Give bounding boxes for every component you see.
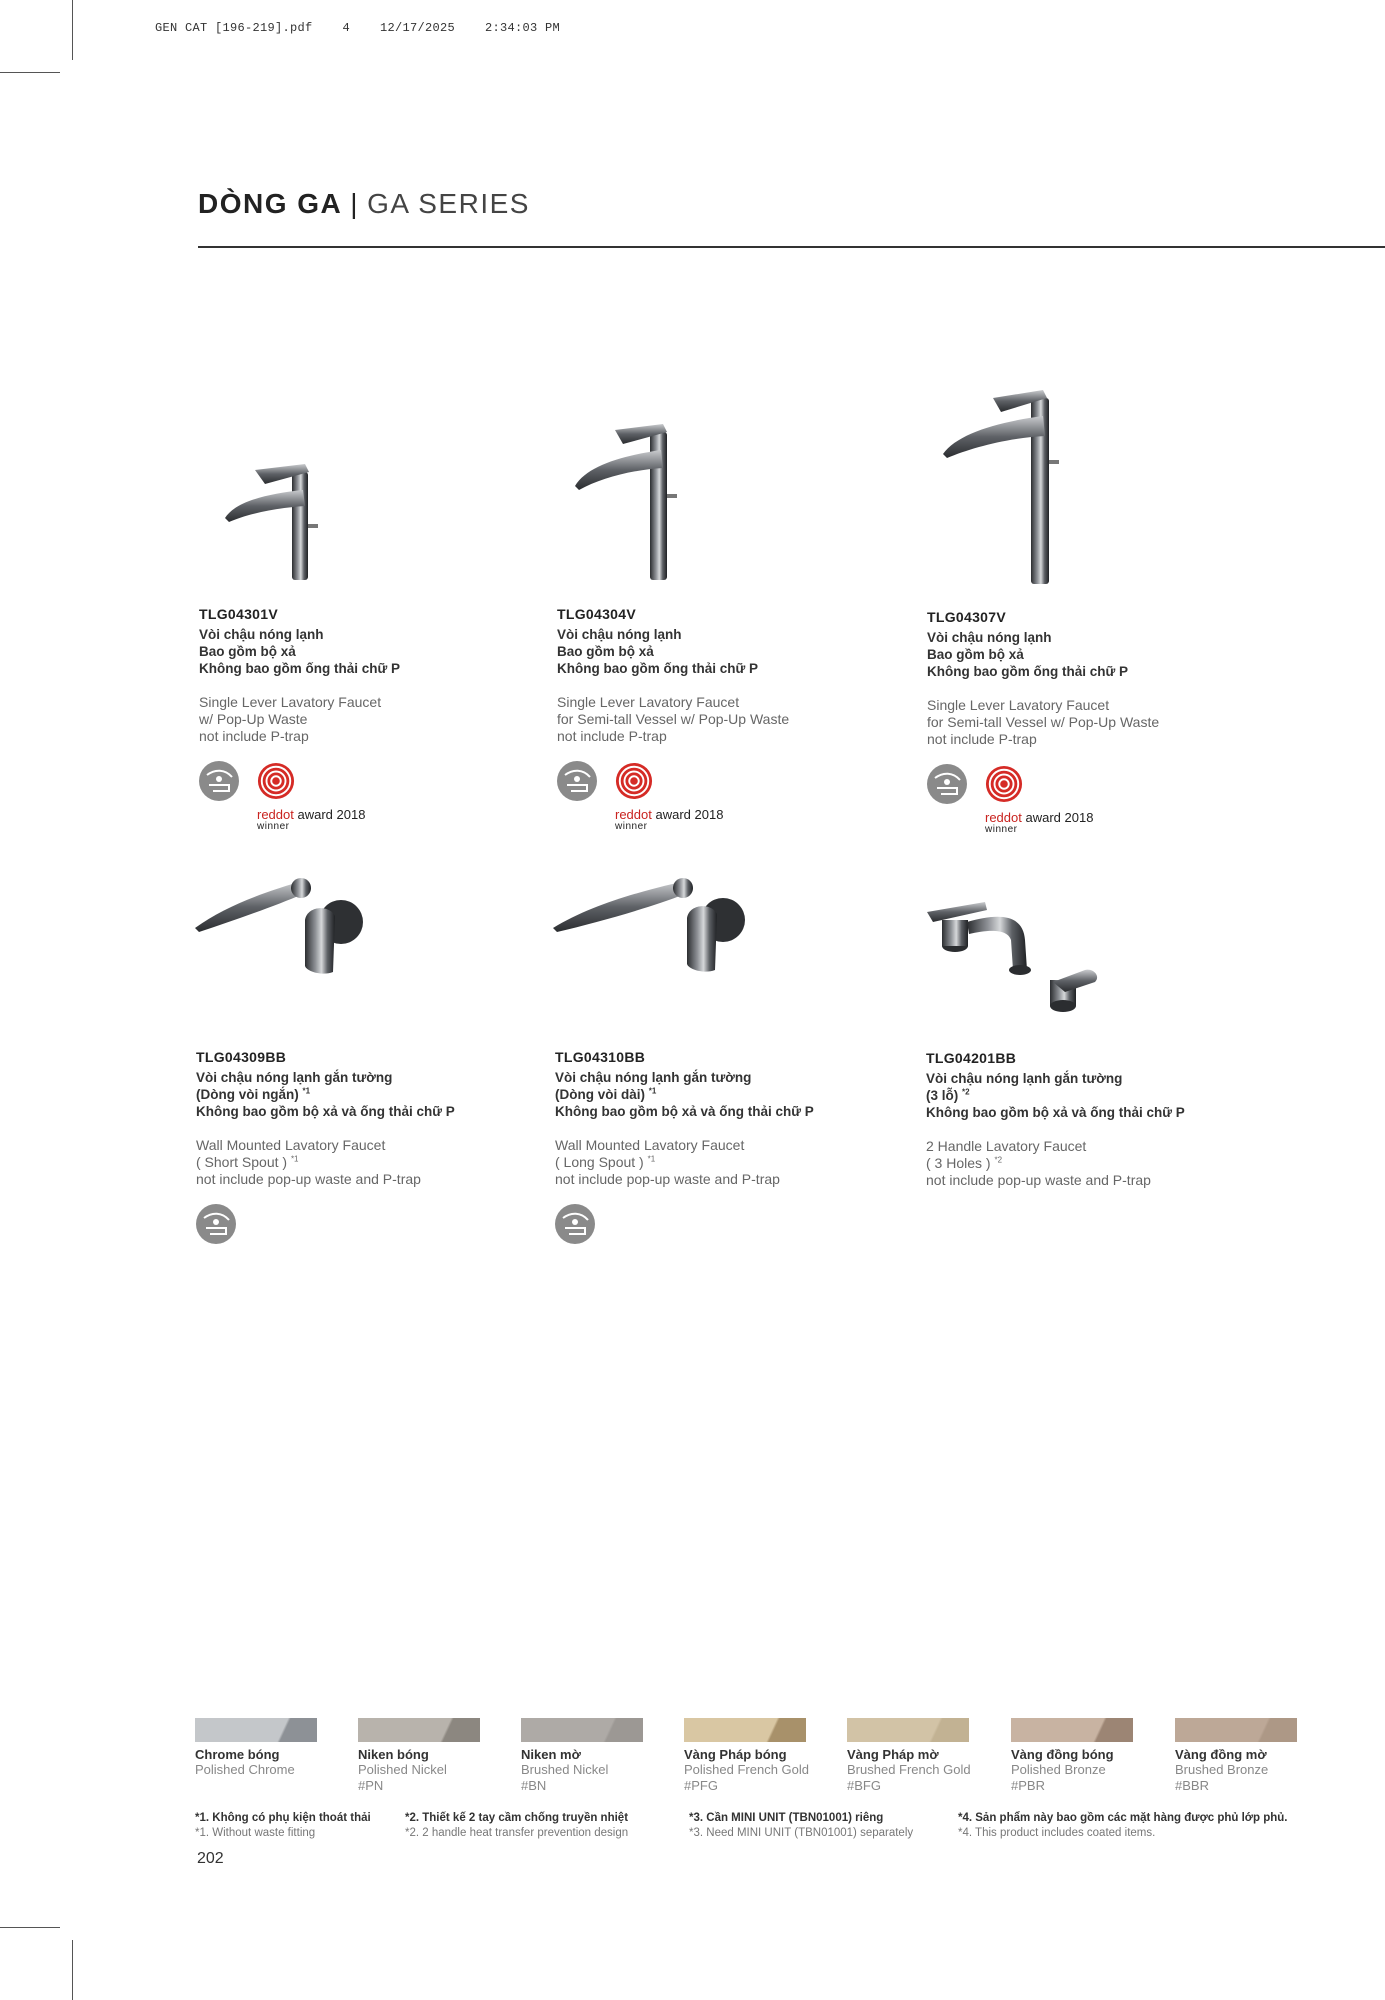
- footnote: [689, 1811, 913, 1841]
- product-exclusion-en: not include pop-up waste and P-trap: [926, 1172, 1151, 1188]
- award-dot: dot: [275, 807, 294, 822]
- reddot-logo-icon: [985, 765, 1023, 803]
- award-text: award 2018: [651, 807, 724, 822]
- product-card: [926, 1050, 1276, 1189]
- badge-row: [927, 764, 1267, 804]
- award-winner: winner: [257, 821, 290, 832]
- crop-mark: [72, 1940, 73, 2000]
- product-name-en: Single Lever Lavatory Faucet: [927, 697, 1110, 713]
- product-feature-vn: Bao gồm bộ xả: [927, 647, 1024, 662]
- footnote-vn: *4. Sản phẩm này bao gồm các mặt hàng được phủ lớp phủ.: [958, 1812, 1288, 1824]
- footnote-ref: *1: [648, 1086, 657, 1096]
- finish-code: #BN: [521, 1778, 547, 1793]
- award-label: [985, 812, 1267, 836]
- product-feature-en-text: ( Long Spout ): [555, 1154, 644, 1170]
- badge-row: [196, 1204, 546, 1244]
- title-rule: [198, 246, 1385, 248]
- footnote: [405, 1811, 628, 1841]
- product-feature-en: w/ Pop-Up Waste: [199, 711, 308, 727]
- footnote-vn: *3. Cần MINI UNIT (TBN01001) riêng: [689, 1812, 884, 1824]
- product-feature-en: for Semi-tall Vessel w/ Pop-Up Waste: [927, 714, 1160, 730]
- footnote-vn: *1. Không có phụ kiện thoát thải: [195, 1812, 371, 1824]
- finish-name-vn: Vàng đồng mờ: [1175, 1747, 1267, 1762]
- award-red: red: [985, 810, 1004, 825]
- crop-mark: [72, 0, 73, 60]
- finish-name-en: Brushed French Gold: [847, 1762, 971, 1777]
- footnote-en: *4. This product includes coated items.: [958, 1827, 1156, 1839]
- footnote-ref: *1: [290, 1154, 299, 1164]
- finish-code: #PN: [358, 1778, 384, 1793]
- finish-color-bar: [847, 1718, 969, 1742]
- product-feature-vn-text: (Dòng vòi ngắn): [196, 1087, 299, 1102]
- product-feature-vn-text: (Dòng vòi dài): [555, 1087, 645, 1102]
- award-dot: dot: [1003, 810, 1022, 825]
- product-card: [196, 1049, 546, 1244]
- product-feature-vn: [196, 1086, 546, 1103]
- product-exclusion-en: not include pop-up waste and P-trap: [196, 1171, 421, 1187]
- finish-name-vn: Vàng Pháp bóng: [684, 1747, 787, 1762]
- title-en: GA SERIES: [367, 188, 530, 219]
- water-saving-icon: [199, 761, 239, 801]
- product-name-en: Wall Mounted Lavatory Faucet: [196, 1137, 386, 1153]
- product-exclusion-vn: Không bao gồm bộ xả và ống thải chữ P: [555, 1104, 814, 1119]
- footnote-en: *2. 2 handle heat transfer prevention design: [405, 1827, 629, 1839]
- crop-mark: [0, 1927, 60, 1928]
- finish-color-bar: [684, 1718, 806, 1742]
- award-label: [257, 809, 539, 833]
- finish-swatch: [1175, 1718, 1297, 1794]
- finish-swatch: [195, 1718, 317, 1778]
- product-exclusion-vn: Không bao gồm ống thải chữ P: [927, 664, 1129, 679]
- product-description-en: [555, 1137, 905, 1188]
- finish-name-vn: Niken bóng: [358, 1747, 429, 1762]
- product-exclusion-en: not include P-trap: [557, 728, 667, 744]
- faucet-image-tlg04301v: [225, 462, 335, 582]
- footnote-ref: *1: [302, 1086, 311, 1096]
- product-feature-vn: Bao gồm bộ xả: [557, 644, 654, 659]
- product-description-en: [557, 694, 897, 745]
- footnote: [195, 1811, 371, 1841]
- title-vn: DÒNG GA: [198, 188, 343, 219]
- faucet-image-tlg04201bb: [925, 900, 1105, 1018]
- finish-color-bar: [195, 1718, 317, 1742]
- finish-name-vn: Vàng đồng bóng: [1011, 1747, 1114, 1762]
- faucet-image-tlg04309bb: [195, 876, 365, 981]
- product-card: [199, 606, 539, 833]
- product-description-en: [927, 697, 1267, 748]
- product-name-en: 2 Handle Lavatory Faucet: [926, 1138, 1087, 1154]
- product-name-en: Wall Mounted Lavatory Faucet: [555, 1137, 745, 1153]
- footnote-ref: *1: [647, 1154, 656, 1164]
- finish-swatch: [521, 1718, 643, 1794]
- footnote-en: *3. Need MINI UNIT (TBN01001) separately: [689, 1827, 914, 1839]
- finish-swatch: [1011, 1718, 1133, 1794]
- product-name-vn: Vòi chậu nóng lạnh gắn tường: [926, 1071, 1123, 1086]
- product-exclusion-vn: Không bao gồm bộ xả và ống thải chữ P: [926, 1105, 1185, 1120]
- award-winner: winner: [985, 824, 1018, 835]
- product-card: [555, 1049, 905, 1244]
- product-feature-en: [555, 1154, 905, 1171]
- reddot-logo-icon: [257, 762, 295, 800]
- product-card: [927, 609, 1267, 836]
- finish-name-vn: Vàng Pháp mờ: [847, 1747, 939, 1762]
- product-description-en: [196, 1137, 546, 1188]
- finish-name-en: Polished Nickel: [358, 1762, 447, 1777]
- badge-row: [557, 761, 897, 801]
- finish-code: #BBR: [1175, 1778, 1209, 1793]
- product-feature-vn: [926, 1087, 1276, 1104]
- product-feature-en-text: ( 3 Holes ): [926, 1155, 991, 1171]
- print-header: GEN CAT [196-219].pdf 4 12/17/2025 2:34:03 PM: [155, 21, 561, 35]
- finish-swatch: [358, 1718, 480, 1794]
- product-name-vn: Vòi chậu nóng lạnh gắn tường: [555, 1070, 752, 1085]
- award-red: red: [257, 807, 276, 822]
- finish-name-en: Brushed Nickel: [521, 1762, 609, 1777]
- product-feature-en-text: ( Short Spout ): [196, 1154, 288, 1170]
- product-description-en: [926, 1138, 1276, 1189]
- finish-color-bar: [358, 1718, 480, 1742]
- award-dot: dot: [633, 807, 652, 822]
- title-separator: |: [350, 188, 360, 219]
- product-name-vn: Vòi chậu nóng lạnh: [199, 627, 324, 642]
- finish-swatch: [684, 1718, 810, 1794]
- finish-name-vn: Niken mờ: [521, 1747, 581, 1762]
- product-name-vn: Vòi chậu nóng lạnh: [927, 630, 1052, 645]
- crop-mark: [0, 72, 60, 73]
- product-exclusion-en: not include P-trap: [927, 731, 1037, 747]
- award-text: award 2018: [1021, 810, 1094, 825]
- product-name-vn: Vòi chậu nóng lạnh: [557, 627, 682, 642]
- finish-swatch: [847, 1718, 969, 1794]
- product-code: TLG04309BB: [196, 1049, 287, 1065]
- finish-name-vn: Chrome bóng: [195, 1747, 280, 1762]
- product-exclusion-vn: Không bao gồm ống thải chữ P: [557, 661, 759, 676]
- product-card: [557, 606, 897, 833]
- product-name-en: Single Lever Lavatory Faucet: [199, 694, 382, 710]
- finish-code: #BFG: [847, 1778, 881, 1793]
- finish-name-en: Polished Bronze: [1011, 1762, 1106, 1777]
- award-red: red: [615, 807, 634, 822]
- product-exclusion-vn: Không bao gồm ống thải chữ P: [199, 661, 401, 676]
- product-code: TLG04310BB: [555, 1049, 646, 1065]
- footnote-vn: *2. Thiết kế 2 tay cầm chống truyền nhiệt: [405, 1812, 629, 1824]
- faucet-image-tlg04310bb: [553, 876, 748, 981]
- product-exclusion-en: not include pop-up waste and P-trap: [555, 1171, 780, 1187]
- water-saving-icon: [196, 1204, 236, 1244]
- product-code: TLG04201BB: [926, 1050, 1017, 1066]
- finish-code: #PFG: [684, 1778, 718, 1793]
- faucet-image-tlg04307v: [943, 388, 1073, 586]
- page-number: 202: [197, 1850, 224, 1867]
- footnote-ref: *2: [994, 1155, 1003, 1165]
- finish-color-bar: [1011, 1718, 1133, 1742]
- finish-color-bar: [1175, 1718, 1297, 1742]
- product-name-en: Single Lever Lavatory Faucet: [557, 694, 740, 710]
- water-saving-icon: [555, 1204, 595, 1244]
- award-text: award 2018: [293, 807, 366, 822]
- product-feature-en: [196, 1154, 546, 1171]
- award-winner: winner: [615, 821, 648, 832]
- badge-row: [199, 761, 539, 801]
- product-name-vn: Vòi chậu nóng lạnh gắn tường: [196, 1070, 393, 1085]
- faucet-image-tlg04304v: [575, 422, 695, 582]
- product-feature-vn-text: (3 lỗ): [926, 1088, 959, 1103]
- product-feature-en: for Semi-tall Vessel w/ Pop-Up Waste: [557, 711, 790, 727]
- page-title: [198, 188, 530, 220]
- product-feature-vn: Bao gồm bộ xả: [199, 644, 296, 659]
- water-saving-icon: [927, 764, 967, 804]
- footnote: [958, 1811, 1287, 1841]
- product-feature-vn: [555, 1086, 905, 1103]
- footnote-ref: *2: [962, 1087, 970, 1097]
- finish-code: #PBR: [1011, 1778, 1045, 1793]
- product-exclusion-vn: Không bao gồm bộ xả và ống thải chữ P: [196, 1104, 455, 1119]
- product-description-en: [199, 694, 539, 745]
- product-code: TLG04304V: [557, 606, 636, 622]
- footnote-en: *1. Without waste fitting: [195, 1827, 316, 1839]
- product-code: TLG04301V: [199, 606, 278, 622]
- finish-color-bar: [521, 1718, 643, 1742]
- finish-name-en: Polished French Gold: [684, 1762, 810, 1777]
- award-label: [615, 809, 897, 833]
- badge-row: [555, 1204, 905, 1244]
- finish-name-en: Polished Chrome: [195, 1762, 295, 1777]
- product-code: TLG04307V: [927, 609, 1006, 625]
- product-exclusion-en: not include P-trap: [199, 728, 309, 744]
- water-saving-icon: [557, 761, 597, 801]
- reddot-logo-icon: [615, 762, 653, 800]
- finish-name-en: Brushed Bronze: [1175, 1762, 1269, 1777]
- product-feature-en: [926, 1155, 1276, 1172]
